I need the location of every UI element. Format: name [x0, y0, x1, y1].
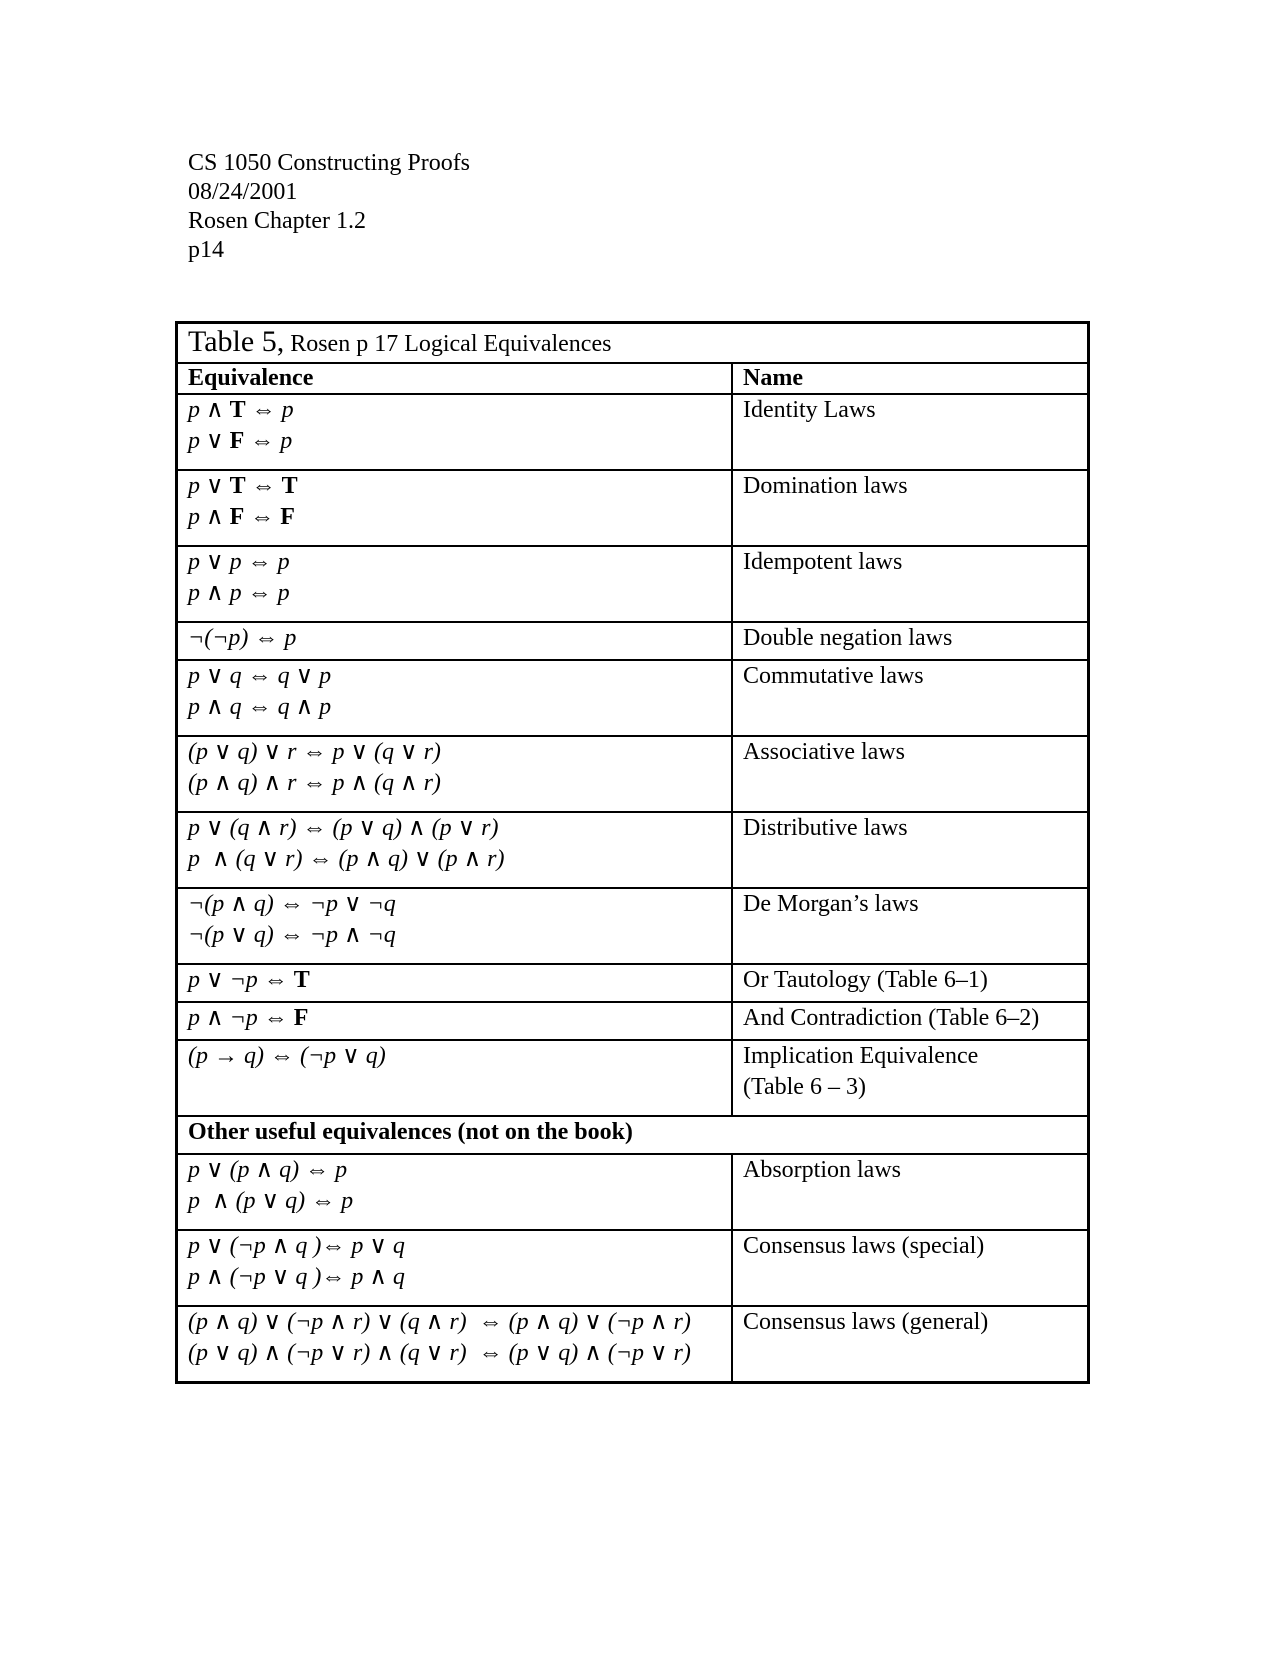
- section-header-row: [177, 1116, 1089, 1154]
- page-reference: p14: [188, 237, 224, 263]
- equivalence-expression: p ∧ (p ∨ q) ⇔ p: [188, 1188, 354, 1214]
- table-row: [177, 736, 1089, 812]
- law-name: Idempotent laws: [732, 546, 1089, 622]
- law-name: Consensus laws (general): [732, 1306, 1089, 1383]
- table-row: [177, 1306, 1089, 1383]
- equivalence-cell: [177, 888, 733, 964]
- law-name: Or Tautology (Table 6–1): [732, 964, 1089, 1002]
- table-header-row: [177, 363, 1089, 394]
- equivalence-expression: ¬(¬p) ⇔ p: [188, 625, 297, 651]
- table-row: [177, 470, 1089, 546]
- law-name: Double negation laws: [732, 622, 1089, 660]
- table-title-number: Table 5,: [188, 325, 285, 358]
- table-row: [177, 546, 1089, 622]
- equivalence-expression: p ∧ p ⇔ p: [188, 580, 290, 606]
- equivalence-expression: p ∧ q ⇔ q ∧ p: [188, 694, 332, 720]
- equivalence-expression: p ∨ p ⇔ p: [188, 549, 290, 575]
- equivalence-expression: p ∧ T ⇔ p: [188, 397, 294, 423]
- equivalence-cell: [177, 394, 733, 470]
- course-title: CS 1050 Constructing Proofs: [188, 150, 471, 176]
- equivalence-expression: p ∨ T ⇔ T: [188, 473, 298, 499]
- table-row: [177, 1002, 1089, 1040]
- law-name: Associative laws: [732, 736, 1089, 812]
- table-row: [177, 394, 1089, 470]
- equivalence-cell: [177, 1154, 733, 1230]
- equivalence-cell: [177, 812, 733, 888]
- table-title: [177, 323, 1089, 364]
- equivalence-expression: p ∨ (q ∧ r) ⇔ (p ∨ q) ∧ (p ∨ r): [188, 815, 499, 841]
- equivalence-expression: (p ∨ q) ∧ (¬p ∨ r) ∧ (q ∨ r) ⇔ (p ∨ q) ∧ (¬p ∨ r): [188, 1340, 691, 1366]
- equivalence-expression: p ∨ (¬p ∧ q )⇔ p ∨ q: [188, 1233, 405, 1259]
- equivalence-cell: [177, 470, 733, 546]
- table-row: [177, 1154, 1089, 1230]
- date: 08/24/2001: [188, 179, 298, 205]
- equivalence-cell: [177, 622, 733, 660]
- equivalence-expression: p ∨ ¬p ⇔ T: [188, 967, 310, 993]
- table-row: [177, 888, 1089, 964]
- equivalence-expression: p ∨ q ⇔ q ∨ p: [188, 663, 332, 689]
- equivalence-expression: p ∧ F ⇔ F: [188, 504, 295, 530]
- table-row: [177, 1040, 1089, 1116]
- law-name: Consensus laws (special): [732, 1230, 1089, 1306]
- table-row: [177, 660, 1089, 736]
- law-name: Commutative laws: [732, 660, 1089, 736]
- document-header: [188, 149, 470, 265]
- law-name: Domination laws: [732, 470, 1089, 546]
- table-row: [177, 812, 1089, 888]
- law-name: Absorption laws: [732, 1154, 1089, 1230]
- equivalence-expression: ¬(p ∧ q) ⇔ ¬p ∨ ¬q: [188, 891, 396, 917]
- equivalence-expression: p ∨ F ⇔ p: [188, 428, 293, 454]
- equivalence-cell: [177, 1002, 733, 1040]
- chapter-reference: Rosen Chapter 1.2: [188, 208, 366, 234]
- table-row: [177, 1230, 1089, 1306]
- equivalence-cell: [177, 1230, 733, 1306]
- equivalence-expression: p ∧ (¬p ∨ q )⇔ p ∧ q: [188, 1264, 405, 1290]
- table-row: [177, 622, 1089, 660]
- equivalence-cell: [177, 546, 733, 622]
- table-title-text: Rosen p 17 Logical Equivalences: [284, 331, 612, 357]
- equivalence-cell: [177, 964, 733, 1002]
- table-row: [177, 964, 1089, 1002]
- equivalence-expression: (p ∧ q) ∨ (¬p ∧ r) ∨ (q ∧ r) ⇔ (p ∧ q) ∨ (¬p ∧ r): [188, 1309, 691, 1335]
- equivalence-expression: (p ∨ q) ∨ r ⇔ p ∨ (q ∨ r): [188, 739, 441, 765]
- equivalences-table: [175, 321, 1090, 1384]
- law-name: And Contradiction (Table 6–2): [732, 1002, 1089, 1040]
- law-name: Distributive laws: [732, 812, 1089, 888]
- column-header-name: Name: [732, 363, 1089, 394]
- law-name: De Morgan’s laws: [732, 888, 1089, 964]
- section-title: Other useful equivalences (not on the book): [177, 1116, 1089, 1154]
- equivalence-expression: p ∧ (q ∨ r) ⇔ (p ∧ q) ∨ (p ∧ r): [188, 846, 505, 872]
- equivalence-expression: (p → q) ⇔ (¬p ∨ q): [188, 1043, 386, 1069]
- equivalence-expression: ¬(p ∨ q) ⇔ ¬p ∧ ¬q: [188, 922, 396, 948]
- law-name: Implication Equivalence (Table 6 – 3): [732, 1040, 1089, 1116]
- law-name: Identity Laws: [732, 394, 1089, 470]
- equivalence-expression: (p ∧ q) ∧ r ⇔ p ∧ (q ∧ r): [188, 770, 441, 796]
- equivalence-cell: [177, 1306, 733, 1383]
- equivalence-expression: p ∧ ¬p ⇔ F: [188, 1005, 309, 1031]
- equivalence-expression: p ∨ (p ∧ q) ⇔ p: [188, 1157, 348, 1183]
- equivalence-cell: [177, 1040, 733, 1116]
- equivalence-cell: [177, 736, 733, 812]
- equivalence-cell: [177, 660, 733, 736]
- column-header-equivalence: Equivalence: [177, 363, 733, 394]
